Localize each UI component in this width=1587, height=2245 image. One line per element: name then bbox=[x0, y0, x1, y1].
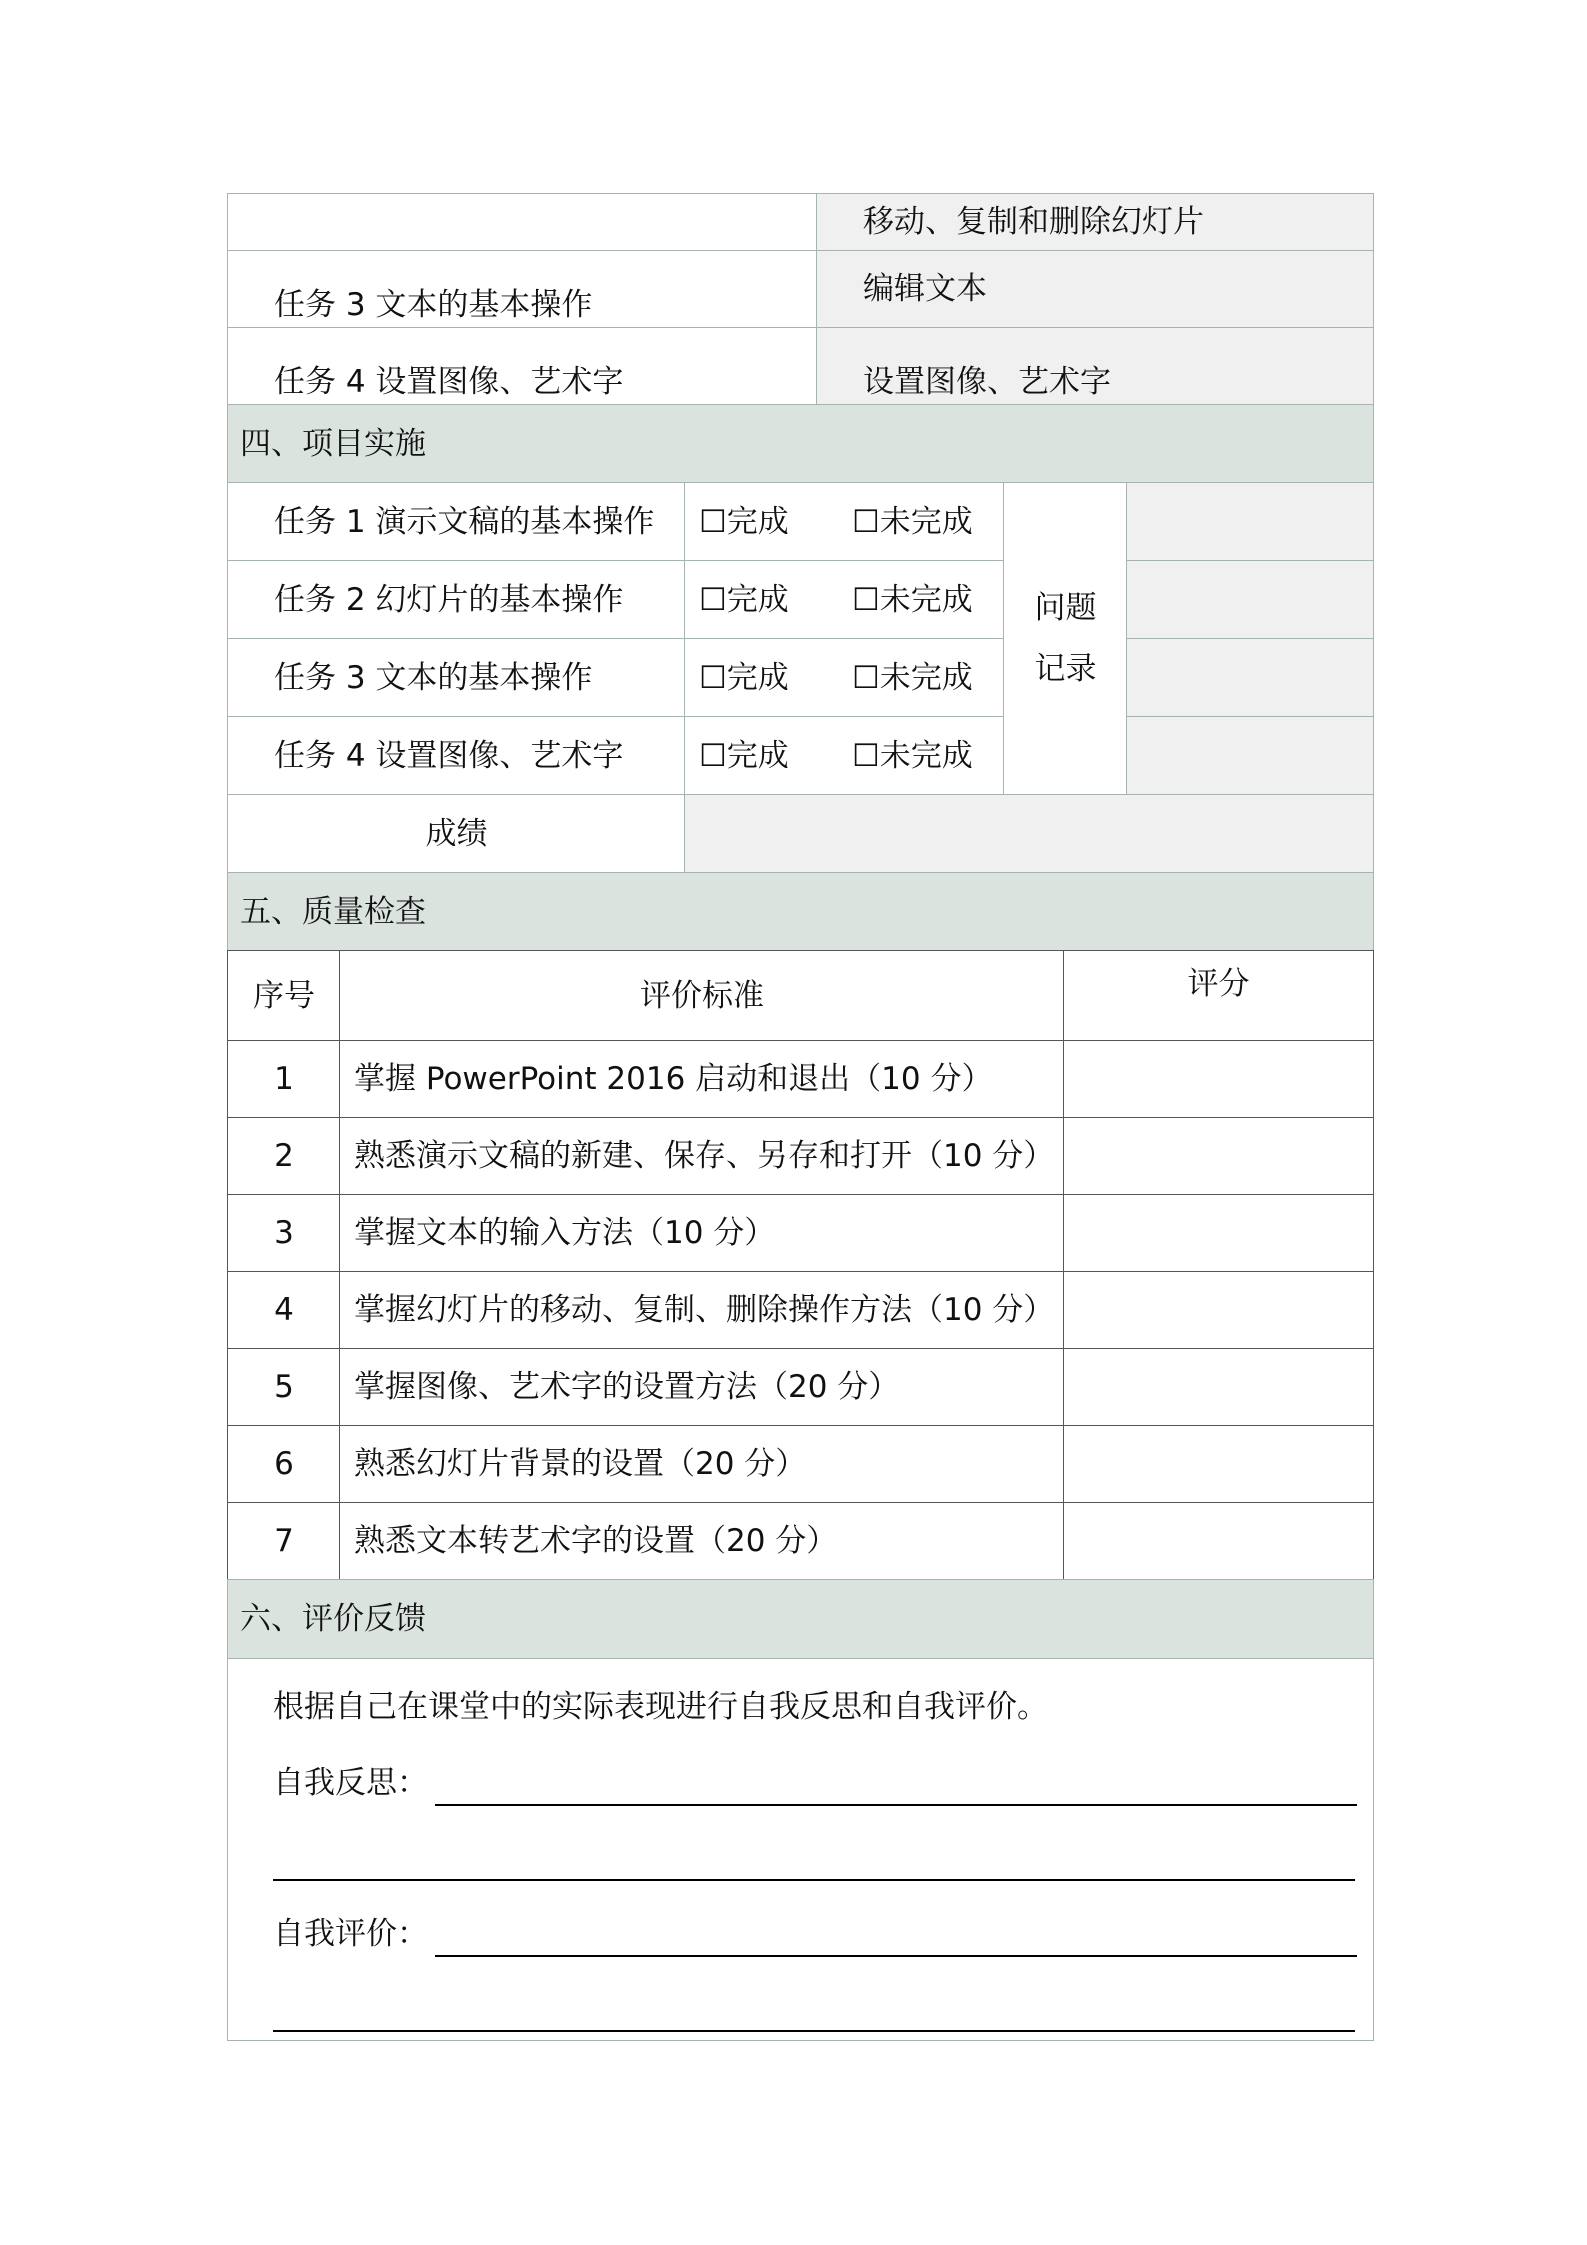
issue-record-line-1[interactable] bbox=[1126, 482, 1374, 562]
issue-label-1: 问题 bbox=[1034, 590, 1097, 627]
undone-checkbox-4[interactable]: ☐未完成 bbox=[840, 716, 1005, 796]
issue-record-line-4[interactable] bbox=[1126, 716, 1374, 796]
qc-score-4[interactable] bbox=[1063, 1271, 1374, 1350]
qc-no-3: 3 bbox=[227, 1194, 341, 1273]
done-checkbox-3[interactable]: ☐完成 bbox=[684, 638, 842, 718]
qc-score-6[interactable] bbox=[1063, 1425, 1374, 1504]
top-row-1-left bbox=[227, 193, 817, 252]
worksheet-table bbox=[227, 193, 1374, 2041]
impl-task-3: 任务 3 文本的基本操作 bbox=[227, 638, 686, 718]
top-row-1-right: 移动、复制和删除幻灯片 bbox=[816, 193, 1374, 252]
reflection-input-line-1[interactable] bbox=[435, 1804, 1357, 1806]
grade-value[interactable] bbox=[684, 794, 1374, 874]
col-header-criteria: 评价标准 bbox=[339, 950, 1065, 1042]
done-checkbox-2[interactable]: ☐完成 bbox=[684, 560, 842, 640]
issue-record-line-2[interactable] bbox=[1126, 560, 1374, 640]
qc-criteria-3: 掌握文本的输入方法（10 分） bbox=[339, 1194, 1065, 1273]
top-row-2-left: 任务 3 文本的基本操作 bbox=[227, 250, 817, 329]
qc-score-3[interactable] bbox=[1063, 1194, 1374, 1273]
impl-task-2: 任务 2 幻灯片的基本操作 bbox=[227, 560, 686, 640]
undone-checkbox-2[interactable]: ☐未完成 bbox=[840, 560, 1005, 640]
col-header-score: 评分 bbox=[1063, 950, 1374, 1042]
qc-score-5[interactable] bbox=[1063, 1348, 1374, 1427]
top-row-2-right: 编辑文本 bbox=[816, 250, 1374, 329]
feedback-intro: 根据自己在课堂中的实际表现进行自我反思和自我评价。 bbox=[273, 1689, 1048, 1725]
impl-task-1: 任务 1 演示文稿的基本操作 bbox=[227, 482, 686, 562]
undone-checkbox-1[interactable]: ☐未完成 bbox=[840, 482, 1005, 562]
issue-record-line-3[interactable] bbox=[1126, 638, 1374, 718]
done-checkbox-4[interactable]: ☐完成 bbox=[684, 716, 842, 796]
qc-criteria-2: 熟悉演示文稿的新建、保存、另存和打开（10 分） bbox=[339, 1117, 1065, 1196]
qc-criteria-7: 熟悉文本转艺术字的设置（20 分） bbox=[339, 1502, 1065, 1581]
qc-criteria-5: 掌握图像、艺术字的设置方法（20 分） bbox=[339, 1348, 1065, 1427]
qc-no-2: 2 bbox=[227, 1117, 341, 1196]
reflection-label: 自我反思： bbox=[273, 1765, 428, 1801]
reflection-input-line-2[interactable] bbox=[273, 1879, 1355, 1881]
issue-label-2: 记录 bbox=[1034, 651, 1097, 687]
col-header-no: 序号 bbox=[227, 950, 341, 1042]
top-row-3-left: 任务 4 设置图像、艺术字 bbox=[227, 327, 817, 406]
qc-criteria-6: 熟悉幻灯片背景的设置（20 分） bbox=[339, 1425, 1065, 1504]
qc-score-1[interactable] bbox=[1063, 1040, 1374, 1119]
qc-no-7: 7 bbox=[227, 1502, 341, 1581]
grade-label: 成绩 bbox=[227, 794, 686, 874]
done-checkbox-1[interactable]: ☐完成 bbox=[684, 482, 842, 562]
section-4-header: 四、项目实施 bbox=[227, 404, 1374, 484]
impl-task-4: 任务 4 设置图像、艺术字 bbox=[227, 716, 686, 796]
qc-criteria-1: 掌握 PowerPoint 2016 启动和退出（10 分） bbox=[339, 1040, 1065, 1119]
section-6-header: 六、评价反馈 bbox=[227, 1579, 1374, 1660]
evaluation-input-line-2[interactable] bbox=[273, 2030, 1355, 2032]
qc-no-6: 6 bbox=[227, 1425, 341, 1504]
issue-record-label bbox=[1003, 482, 1128, 796]
evaluation-label: 自我评价： bbox=[273, 1916, 428, 1952]
evaluation-input-line-1[interactable] bbox=[435, 1955, 1357, 1957]
qc-score-2[interactable] bbox=[1063, 1117, 1374, 1196]
qc-no-4: 4 bbox=[227, 1271, 341, 1350]
undone-checkbox-3[interactable]: ☐未完成 bbox=[840, 638, 1005, 718]
qc-score-7[interactable] bbox=[1063, 1502, 1374, 1581]
top-row-3-right: 设置图像、艺术字 bbox=[816, 327, 1374, 406]
qc-no-5: 5 bbox=[227, 1348, 341, 1427]
section-5-header: 五、质量检查 bbox=[227, 872, 1374, 952]
qc-no-1: 1 bbox=[227, 1040, 341, 1119]
qc-criteria-4: 掌握幻灯片的移动、复制、删除操作方法（10 分） bbox=[339, 1271, 1065, 1350]
